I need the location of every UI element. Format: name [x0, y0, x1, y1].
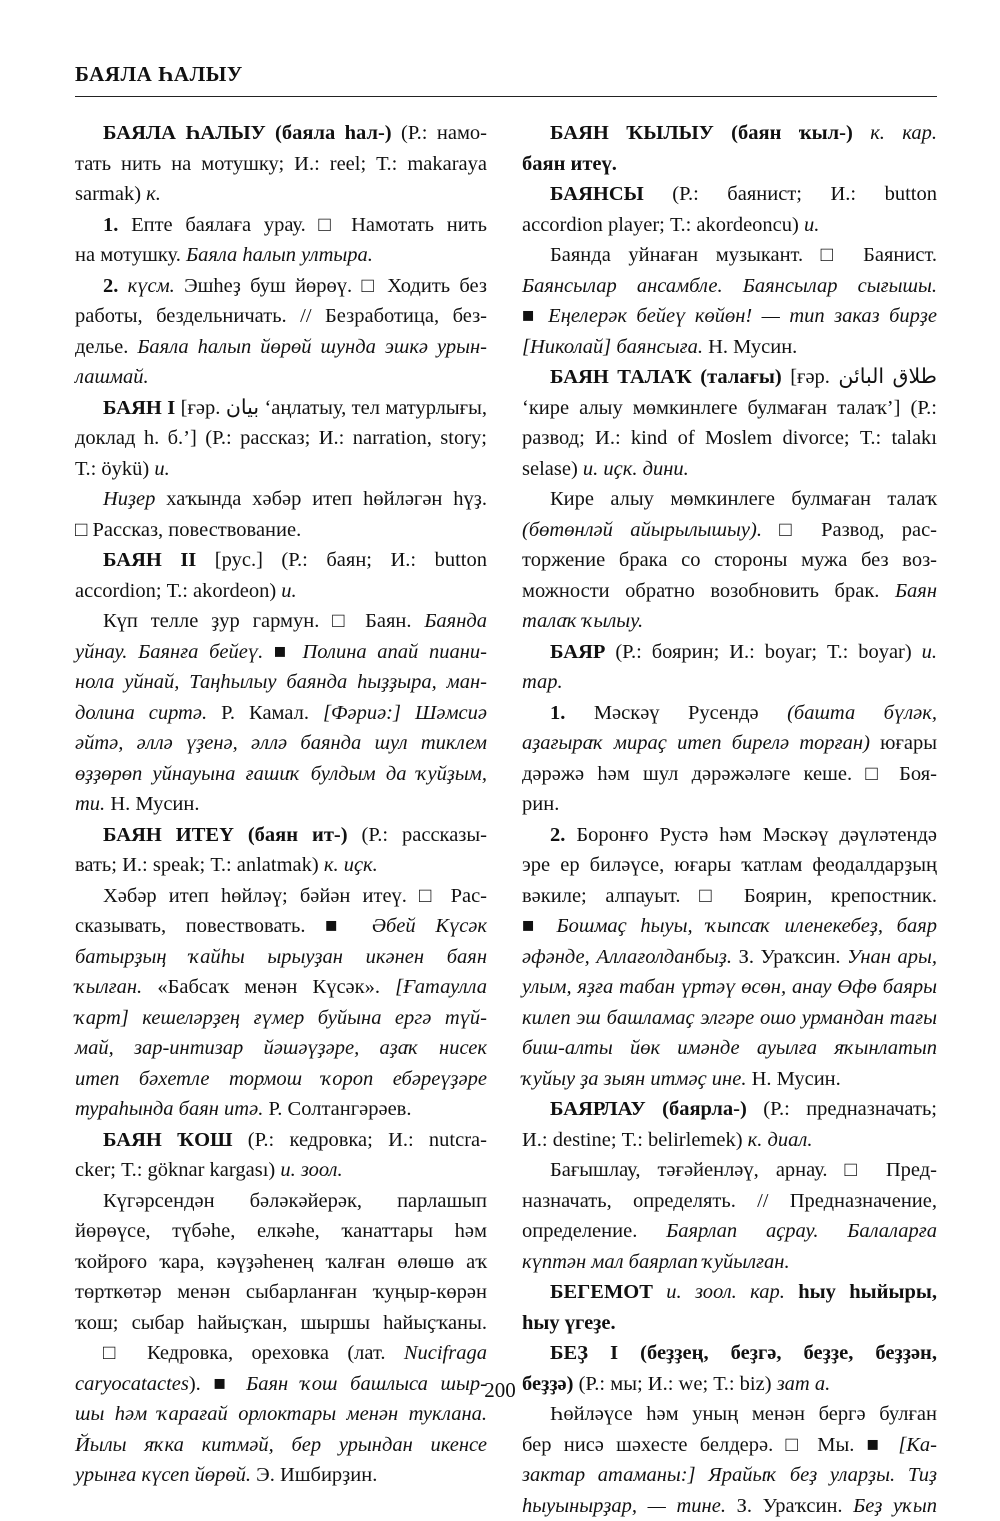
left-column — [75, 118, 487, 1491]
text-line — [75, 1216, 487, 1247]
text-segment: бер нисә шәхесте белдерә. □ Мы. ■ — [522, 1434, 898, 1456]
text-line — [522, 1491, 937, 1521]
text-segment: и. зоол. — [280, 1159, 342, 1181]
text-line — [522, 332, 937, 363]
headword: һыу һыйыры, — [798, 1281, 937, 1303]
headword: БЕГЕМОТ — [550, 1281, 653, 1303]
text-segment: и. — [154, 458, 169, 480]
text-line — [522, 271, 937, 302]
text-line — [75, 1033, 487, 1064]
headword: БАЯРЛАУ (баярла-) — [550, 1098, 747, 1120]
text-segment: сказывать, повествовать. ■ — [75, 915, 372, 937]
text-line — [522, 1277, 937, 1308]
text-segment: Полина апай пиани- — [302, 641, 487, 663]
text-segment: биш-алты йөк имәнде ауылға яҡынлатып — [522, 1037, 937, 1059]
text-line — [522, 972, 937, 1003]
text-line — [75, 332, 487, 363]
text-line — [75, 1338, 487, 1369]
text-segment: нола уйнай, Таңһылыу баянда һыҙҙыра, ман- — [75, 671, 487, 693]
text-line — [75, 1277, 487, 1308]
text-segment: Баянда — [424, 610, 487, 632]
text-segment: Епте баялаға урау. □ Намотать нить — [118, 214, 487, 236]
text-segment: к. — [146, 183, 161, 205]
text-line — [522, 1094, 937, 1125]
text-line — [522, 1064, 937, 1095]
text-line — [522, 1247, 937, 1278]
text-line — [75, 942, 487, 973]
text-segment: зактар атаманы:] Ярайыҡ беҙ уларҙы. Тиҙ — [522, 1464, 937, 1486]
text-segment: (Р.: предназначать; — [747, 1098, 937, 1120]
text-segment: Баян ҡош башлыса шыр- — [246, 1373, 487, 1395]
text-segment: «Бабсаҡ менән Күсәк». — [142, 976, 395, 998]
text-segment: [ғәр. طلاق البائن — [782, 366, 937, 388]
headword: баян итеү. — [522, 153, 617, 175]
text-segment: selase) — [522, 458, 583, 480]
text-line — [75, 393, 487, 424]
text-line — [75, 515, 487, 546]
headword: БАЯН II — [103, 549, 196, 571]
text-line — [522, 1216, 937, 1247]
text-segment: ■ — [522, 915, 557, 937]
text-segment: accordion player; Т.: akordeoncu) — [522, 214, 804, 236]
text-line — [75, 1125, 487, 1156]
running-header: БАЯЛА ҺАЛЫУ — [75, 62, 935, 87]
text-segment: Ниҙер — [103, 488, 155, 510]
text-segment: и. иҫк. дини. — [583, 458, 689, 480]
text-segment: өҙҙөрөп уйнауына ғашиҡ булдым да ҡуйҙым, — [75, 763, 487, 785]
text-segment: Унан ары, — [847, 946, 937, 968]
text-line — [75, 1430, 487, 1461]
text-line — [522, 393, 937, 424]
text-segment: к. кар. — [870, 122, 937, 144]
headword: БАЯЛА ҺАЛЫУ (баяла һал-) — [103, 122, 392, 144]
text-segment: аҙағыраҡ мираҫ итеп бирелә торған) — [522, 732, 870, 754]
text-line — [75, 545, 487, 576]
text-segment: төрткөтәр менән сыбарланған ҡуңыр-көрән — [75, 1281, 487, 1303]
text-line — [522, 210, 937, 241]
text-line — [522, 789, 937, 820]
text-segment: зат а. — [777, 1373, 831, 1395]
text-line — [522, 179, 937, 210]
text-segment: Боронғо Рустә һәм Мәскәү дәүләтендә — [565, 824, 937, 846]
text-segment: Н. Мусин. — [703, 336, 797, 358]
text-line — [75, 698, 487, 729]
text-line — [75, 820, 487, 851]
text-segment: работы, бездельничать. // Безработица, без- — [75, 305, 487, 327]
text-segment: ‘кире алыу мөмкинлеге булмаған талаҡ’] (Р.: — [522, 397, 937, 419]
text-segment: долина сиртә. — [75, 702, 207, 724]
text-line — [522, 606, 937, 637]
text-segment: Йылы яҡка китмәй, бер урындан икенсе — [75, 1434, 487, 1456]
text-line — [75, 423, 487, 454]
text-line — [522, 1338, 937, 1369]
text-segment: күптән мал баярлап ҡуйылған. — [522, 1251, 790, 1273]
text-segment: определение. — [522, 1220, 666, 1242]
text-segment: [ғәр. بيان ‘аңлатыу, тел матурлығы, — [175, 397, 487, 419]
text-segment: [рус.] (Р.: баян; И.: button — [196, 549, 487, 571]
text-line — [522, 423, 937, 454]
text-segment: [Ғатаулла — [395, 976, 487, 998]
text-segment: cker; Т.: göknar kargası) — [75, 1159, 280, 1181]
text-segment: әйтә, әллә үҙенә, әллә баянда шул тиклем — [75, 732, 487, 754]
text-line — [75, 606, 487, 637]
text-line — [522, 1125, 937, 1156]
text-segment: Э. Ишбирҙин. — [251, 1464, 377, 1486]
text-line — [75, 1247, 487, 1278]
text-segment: Кире алыу мөмкинлеге булмаған талаҡ — [550, 488, 937, 510]
text-line — [522, 301, 937, 332]
text-line — [75, 301, 487, 332]
text-line — [75, 210, 487, 241]
text-line — [522, 1308, 937, 1339]
text-segment: ҡарт] кешеләрҙең ғүмер буйына ергә түй- — [75, 1007, 487, 1029]
text-line — [522, 850, 937, 881]
text-segment: дәрәжә һәм шул дәрәжәләге кеше. □ Боя- — [522, 763, 937, 785]
text-segment: Баяла һалып ултыра. — [186, 244, 373, 266]
text-segment: килеп эш башламаҫ элгәре ошо урмандан тағы — [522, 1007, 937, 1029]
text-line — [75, 1064, 487, 1095]
text-line — [75, 1308, 487, 1339]
headword: һыу үгеҙе. — [522, 1312, 616, 1334]
text-segment: развод; И.: kind of Moslem divorce; Т.: talakı — [522, 427, 937, 449]
text-segment: йөрөүсе, түбәһе, елкәһе, ҡанаттары һәм — [75, 1220, 487, 1242]
text-segment: Т.: öykü) — [75, 458, 154, 480]
text-segment: Nucifraga — [404, 1342, 487, 1364]
text-segment: И.: destine; Т.: belirlemek) — [522, 1129, 748, 1151]
text-segment: можности обратно возобновить брак. — [522, 580, 895, 602]
text-segment: Беҙ уҡып — [853, 1495, 937, 1517]
headword: БАЯН I — [103, 397, 175, 419]
text-segment: (Р.: мы; И.: we; Т.: biz) — [573, 1373, 776, 1395]
text-line — [75, 1094, 487, 1125]
text-segment: шы һәм ҡарағай орлоктары менән туклана. — [75, 1403, 487, 1425]
text-line — [75, 1186, 487, 1217]
text-segment: эре ер биләүсе, юғары ҡатлам феодалдарҙың — [522, 854, 937, 876]
header-rule — [75, 96, 937, 97]
text-line — [75, 728, 487, 759]
headword: БАЯНСЫ — [550, 183, 644, 205]
text-segment: Еңелерәк бейеү көйөн! — тип заказ бирҙе — [548, 305, 937, 327]
text-segment: итеп бәхетле тормош ҡороп ебәреүҙәре — [75, 1068, 487, 1090]
text-segment: май, зар-интизар йәшәүҙәре, аҙаҡ нисек — [75, 1037, 487, 1059]
text-segment: З. Ураҡсин. — [726, 1495, 853, 1517]
text-line — [522, 637, 937, 668]
text-segment: талаҡ ҡылыу. — [522, 610, 643, 632]
headword: БАЯН ТАЛАҠ (талағы) — [550, 366, 782, 388]
text-segment: Әбей Күсәк — [372, 915, 487, 937]
text-line — [522, 484, 937, 515]
text-line — [75, 179, 487, 210]
text-line — [522, 576, 937, 607]
text-segment: Баянда уйнаған музыкант. □ Баянист. — [550, 244, 937, 266]
text-segment: Н. Мусин. — [105, 793, 199, 815]
text-segment: Р. Солтангәрәев. — [263, 1098, 411, 1120]
text-segment — [118, 275, 127, 297]
text-line — [75, 1155, 487, 1186]
text-line — [75, 789, 487, 820]
text-line — [522, 362, 937, 393]
text-segment: тать нить на мотушку; И.: reel; Т.: makaraya — [75, 153, 487, 175]
text-line — [75, 149, 487, 180]
text-segment: Бағышлау, тәғәйенләү, арнау. □ Пред- — [550, 1159, 937, 1181]
text-segment: Хәбәр итеп һөйләү; бәйән итеү. □ Рас- — [103, 885, 487, 907]
text-line — [75, 667, 487, 698]
text-segment: и. зоол. кар. — [666, 1281, 785, 1303]
text-line — [75, 362, 487, 393]
text-segment: sarmak) — [75, 183, 146, 205]
text-segment: вать; И.: speak; Т.: anlatmak) — [75, 854, 324, 876]
text-segment: уйнау. Баянға бейеү. — [75, 641, 263, 663]
headword: БАЯР — [550, 641, 605, 663]
text-segment: (Р.: баянист; И.: button — [644, 183, 937, 205]
text-segment: и. — [281, 580, 296, 602]
text-segment: әфәнде, Аллағолданбыҙ. — [522, 946, 732, 968]
text-segment: Р. Камал. — [207, 702, 323, 724]
text-segment: тар. — [522, 671, 563, 693]
text-line — [75, 1003, 487, 1034]
text-segment: ҡош; сыбар һайыҫҡан, шыршы һайыҫҡаны. — [75, 1312, 487, 1334]
text-segment — [785, 1281, 798, 1303]
text-segment: ). ■ — [189, 1373, 246, 1395]
text-line — [75, 118, 487, 149]
text-segment: и. — [922, 641, 937, 663]
text-segment: (Р.: намо- — [392, 122, 487, 144]
text-segment: ■ — [263, 641, 302, 663]
text-line — [75, 1460, 487, 1491]
text-line — [522, 1003, 937, 1034]
text-segment: Һөйләүсе һәм уның менән бергә булған — [550, 1403, 937, 1425]
headword: БАЯН ҠОШ — [103, 1129, 233, 1151]
text-segment: (Р.: боярин; И.: boyar; Т.: boyar) — [605, 641, 921, 663]
text-line — [522, 149, 937, 180]
text-segment: урынға күсеп йөрөй. — [75, 1464, 251, 1486]
text-line — [75, 881, 487, 912]
text-line — [75, 972, 487, 1003]
text-segment: Күгәрсендән бәләкәйерәк, парлашып — [103, 1190, 487, 1212]
text-segment: (Р.: рассказы- — [348, 824, 487, 846]
text-segment: [Николай] баянсыға. — [522, 336, 703, 358]
text-segment: Баярлап аҫрау. Балаларға — [666, 1220, 937, 1242]
text-segment: Мәскәү Русендә — [565, 702, 787, 724]
text-line — [75, 484, 487, 515]
text-segment: caryocatactes — [75, 1373, 189, 1395]
text-segment: батырҙың ҡайһы ырыуҙан икәнен баян — [75, 946, 487, 968]
text-line — [522, 118, 937, 149]
text-segment: Баян — [895, 580, 937, 602]
text-segment — [653, 1281, 666, 1303]
text-segment: ти. — [75, 793, 105, 815]
text-line — [522, 942, 937, 973]
headword: 1. — [103, 214, 118, 236]
text-segment: и. — [804, 214, 819, 236]
text-line — [522, 1460, 937, 1491]
text-line — [522, 454, 937, 485]
text-line — [75, 637, 487, 668]
text-segment: ҡылған. — [75, 976, 142, 998]
headword: БАЯН ҠЫЛЫУ (баян ҡыл-) — [550, 122, 853, 144]
text-line — [75, 850, 487, 881]
text-segment: делье. — [75, 336, 137, 358]
text-line — [75, 759, 487, 790]
text-segment: Баяла һалып йөрөй шунда эшкә урын- — [137, 336, 487, 358]
text-segment: на мотушку. — [75, 244, 186, 266]
text-segment: □ Рассказ, повествование. — [75, 519, 301, 541]
text-line — [75, 576, 487, 607]
text-segment: лашмай. — [75, 366, 149, 388]
text-line — [522, 911, 937, 942]
text-segment: к. иҫк. — [324, 854, 378, 876]
text-segment: хаҡында хәбәр итеп һөйләгән һүҙ. — [155, 488, 487, 510]
text-segment: □ Развод, рас- — [762, 519, 937, 541]
text-line — [522, 759, 937, 790]
text-line — [522, 1186, 937, 1217]
text-segment: accordion; Т.: akordeon) — [75, 580, 281, 602]
text-segment: рин. — [522, 793, 559, 815]
text-segment: торжение брака со стороны мужа без воз- — [522, 549, 937, 571]
text-segment: [Ка- — [898, 1434, 937, 1456]
text-line — [522, 240, 937, 271]
text-segment: (Р.: кедровка; И.: nutcra- — [233, 1129, 487, 1151]
text-segment — [853, 122, 870, 144]
text-line — [522, 698, 937, 729]
text-segment: к. диал. — [748, 1129, 813, 1151]
text-line — [522, 1033, 937, 1064]
text-line — [75, 271, 487, 302]
text-segment: З. Ураҡсин. — [732, 946, 847, 968]
headword: беҙҙә) — [522, 1373, 573, 1395]
text-line — [75, 911, 487, 942]
text-segment: вәкиле; алпауыт. □ Боярин, крепостник. — [522, 885, 937, 907]
text-segment: Бошмаҫ һыуы, ҡыпсаҡ иленекебеҙ, баяр — [557, 915, 937, 937]
headword: БЕҘ I (беҙҙең, беҙгә, беҙҙе, беҙҙән, — [550, 1342, 937, 1364]
text-segment: юғары — [870, 732, 937, 754]
text-segment: Күп телле ҙур гармун. □ Баян. — [103, 610, 424, 632]
text-segment: һыуынырҙар, — тине. — [522, 1495, 726, 1517]
text-segment: улым, яҙға табан үртәү өсөн, анау Өфө баяры — [522, 976, 937, 998]
text-line — [522, 545, 937, 576]
text-line — [75, 454, 487, 485]
headword: 1. — [550, 702, 565, 724]
text-line — [522, 881, 937, 912]
text-segment: ■ — [522, 305, 548, 327]
text-segment: Н. Мусин. — [746, 1068, 840, 1090]
text-line — [522, 1430, 937, 1461]
text-segment: Эшһеҙ буш йөрөү. □ Ходить без — [175, 275, 487, 297]
text-line — [75, 240, 487, 271]
text-segment: ҡуйыу ҙа зыян итмәҫ ине. — [522, 1068, 746, 1090]
text-line — [522, 820, 937, 851]
headword: 2. — [103, 275, 118, 297]
text-segment: (бөтөнләй айырылышыу). — [522, 519, 762, 541]
text-segment: Баянсылар ансамбле. Баянсылар сығышы. — [522, 275, 937, 297]
text-segment: күсм. — [128, 275, 175, 297]
text-line — [522, 667, 937, 698]
text-segment: (башта бүләк, — [787, 702, 937, 724]
right-column — [522, 118, 937, 1521]
headword: БАЯН ИТЕҮ (баян ит-) — [103, 824, 348, 846]
text-segment: доклад h. б.’] (Р.: рассказ; И.: narration, story; — [75, 427, 487, 449]
page-number: 200 — [0, 1378, 1000, 1403]
headword: 2. — [550, 824, 565, 846]
text-line — [522, 515, 937, 546]
text-segment: тураһында баян итә. — [75, 1098, 263, 1120]
text-segment: ҡойроғо ҡара, кәүҙәһенең ҡалған өлөшө аҡ — [75, 1251, 487, 1273]
text-segment: □ Кедровка, ореховка (лат. — [103, 1342, 404, 1364]
text-segment: назначать, определять. // Предназначение, — [522, 1190, 937, 1212]
text-line — [522, 1155, 937, 1186]
text-segment: [Фәриә:] Шәмсиә — [323, 702, 487, 724]
text-line — [522, 728, 937, 759]
